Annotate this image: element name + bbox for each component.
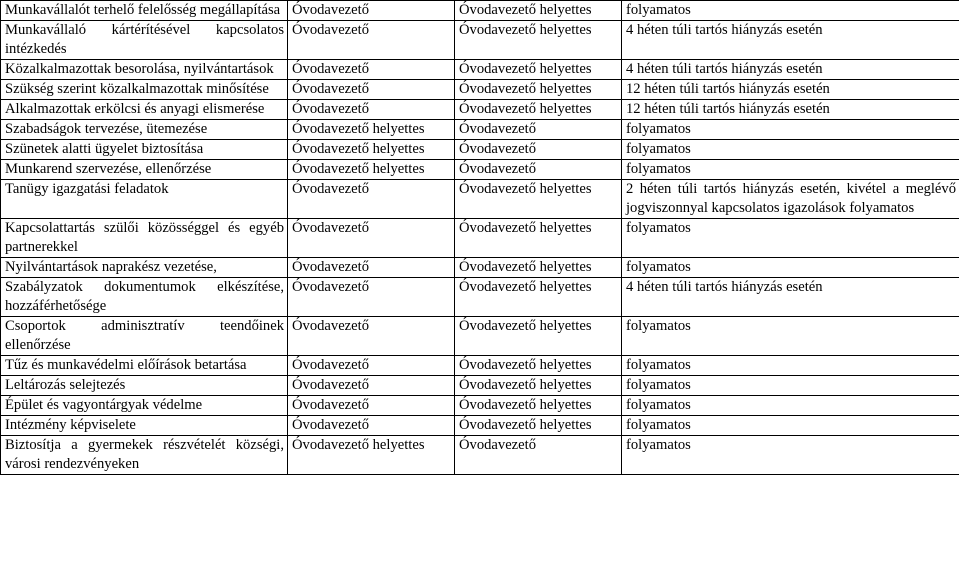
condition-cell: 2 héten túli tartós hiányzás esetén, kivétel a meglévő jogviszonnyal kapcsolatos igazolások folyamatos (622, 180, 959, 219)
table-row (1, 258, 959, 278)
table-row (1, 120, 959, 140)
task-cell: Alkalmazottak erkölcsi és anyagi elismerése (1, 100, 288, 120)
responsible-cell: Óvodavezető (288, 80, 455, 100)
condition-cell: 12 héten túli tartós hiányzás esetén (622, 100, 959, 120)
table-row (1, 396, 959, 416)
responsible-cell: Óvodavezető (288, 21, 455, 60)
task-cell: Nyilvántartások naprakész vezetése, (1, 258, 288, 278)
deputy-cell: Óvodavezető helyettes (455, 100, 622, 120)
responsible-cell: Óvodavezető (288, 180, 455, 219)
deputy-cell: Óvodavezető helyettes (455, 396, 622, 416)
condition-cell: folyamatos (622, 317, 959, 356)
deputy-cell: Óvodavezető helyettes (455, 278, 622, 317)
condition-cell: folyamatos (622, 396, 959, 416)
deputy-cell: Óvodavezető helyettes (455, 376, 622, 396)
task-cell: Tűz és munkavédelmi előírások betartása (1, 356, 288, 376)
responsible-cell: Óvodavezető helyettes (288, 160, 455, 180)
task-cell: Leltározás selejtezés (1, 376, 288, 396)
condition-cell: 4 héten túli tartós hiányzás esetén (622, 60, 959, 80)
task-cell: Munkavállaló kártérítésével kapcsolatos intézkedés (1, 21, 288, 60)
table-row (1, 21, 959, 60)
responsible-cell: Óvodavezető (288, 356, 455, 376)
task-cell: Épület és vagyontárgyak védelme (1, 396, 288, 416)
responsible-cell: Óvodavezető (288, 278, 455, 317)
responsible-cell: Óvodavezető (288, 317, 455, 356)
responsible-cell: Óvodavezető helyettes (288, 120, 455, 140)
task-cell: Szükség szerint közalkalmazottak minősítése (1, 80, 288, 100)
table-row (1, 317, 959, 356)
deputy-cell: Óvodavezető helyettes (455, 80, 622, 100)
task-cell: Biztosítja a gyermekek részvételét községi, városi rendezvényeken (1, 436, 288, 475)
task-cell: Szünetek alatti ügyelet biztosítása (1, 140, 288, 160)
deputy-cell: Óvodavezető (455, 160, 622, 180)
deputy-cell: Óvodavezető (455, 120, 622, 140)
table-row (1, 219, 959, 258)
condition-cell: folyamatos (622, 436, 959, 475)
condition-cell: folyamatos (622, 376, 959, 396)
condition-cell: folyamatos (622, 356, 959, 376)
task-cell: Munkavállalót terhelő felelősség megállapítása (1, 1, 288, 21)
task-cell: Tanügy igazgatási feladatok (1, 180, 288, 219)
deputy-cell: Óvodavezető helyettes (455, 180, 622, 219)
table-row (1, 100, 959, 120)
responsible-cell: Óvodavezető (288, 376, 455, 396)
table-row (1, 416, 959, 436)
task-cell: Szabadságok tervezése, ütemezése (1, 120, 288, 140)
responsible-cell: Óvodavezető (288, 100, 455, 120)
responsible-cell: Óvodavezető (288, 258, 455, 278)
condition-cell: folyamatos (622, 140, 959, 160)
responsible-cell: Óvodavezető (288, 1, 455, 21)
table-row (1, 376, 959, 396)
deputy-cell: Óvodavezető helyettes (455, 416, 622, 436)
responsible-cell: Óvodavezető (288, 396, 455, 416)
task-cell: Csoportok adminisztratív teendőinek ellenőrzése (1, 317, 288, 356)
deputy-cell: Óvodavezető (455, 140, 622, 160)
deputy-cell: Óvodavezető helyettes (455, 1, 622, 21)
condition-cell: 4 héten túli tartós hiányzás esetén (622, 21, 959, 60)
responsible-cell: Óvodavezető (288, 416, 455, 436)
task-cell: Közalkalmazottak besorolása, nyilvántartások (1, 60, 288, 80)
deputy-cell: Óvodavezető helyettes (455, 356, 622, 376)
table-row (1, 1, 959, 21)
condition-cell: folyamatos (622, 416, 959, 436)
deputy-cell: Óvodavezető helyettes (455, 317, 622, 356)
task-cell: Intézmény képviselete (1, 416, 288, 436)
responsible-cell: Óvodavezető (288, 60, 455, 80)
task-cell: Szabályzatok dokumentumok elkészítése, hozzáférhetősége (1, 278, 288, 317)
deputy-cell: Óvodavezető helyettes (455, 21, 622, 60)
condition-cell: 12 héten túli tartós hiányzás esetén (622, 80, 959, 100)
deputy-cell: Óvodavezető (455, 436, 622, 475)
task-cell: Kapcsolattartás szülői közösséggel és egyéb partnerekkel (1, 219, 288, 258)
deputy-cell: Óvodavezető helyettes (455, 258, 622, 278)
table-row (1, 140, 959, 160)
table-row (1, 180, 959, 219)
condition-cell: folyamatos (622, 120, 959, 140)
table-row (1, 436, 959, 475)
table-row (1, 356, 959, 376)
condition-cell: folyamatos (622, 258, 959, 278)
condition-cell: 4 héten túli tartós hiányzás esetén (622, 278, 959, 317)
table-row (1, 80, 959, 100)
table-row (1, 278, 959, 317)
condition-cell: folyamatos (622, 160, 959, 180)
table-row (1, 60, 959, 80)
responsible-cell: Óvodavezető helyettes (288, 140, 455, 160)
table-body (1, 1, 959, 475)
responsible-cell: Óvodavezető (288, 219, 455, 258)
deputy-cell: Óvodavezető helyettes (455, 60, 622, 80)
condition-cell: folyamatos (622, 219, 959, 258)
table-row (1, 160, 959, 180)
deputy-cell: Óvodavezető helyettes (455, 219, 622, 258)
condition-cell: folyamatos (622, 1, 959, 21)
task-cell: Munkarend szervezése, ellenőrzése (1, 160, 288, 180)
responsible-cell: Óvodavezető helyettes (288, 436, 455, 475)
